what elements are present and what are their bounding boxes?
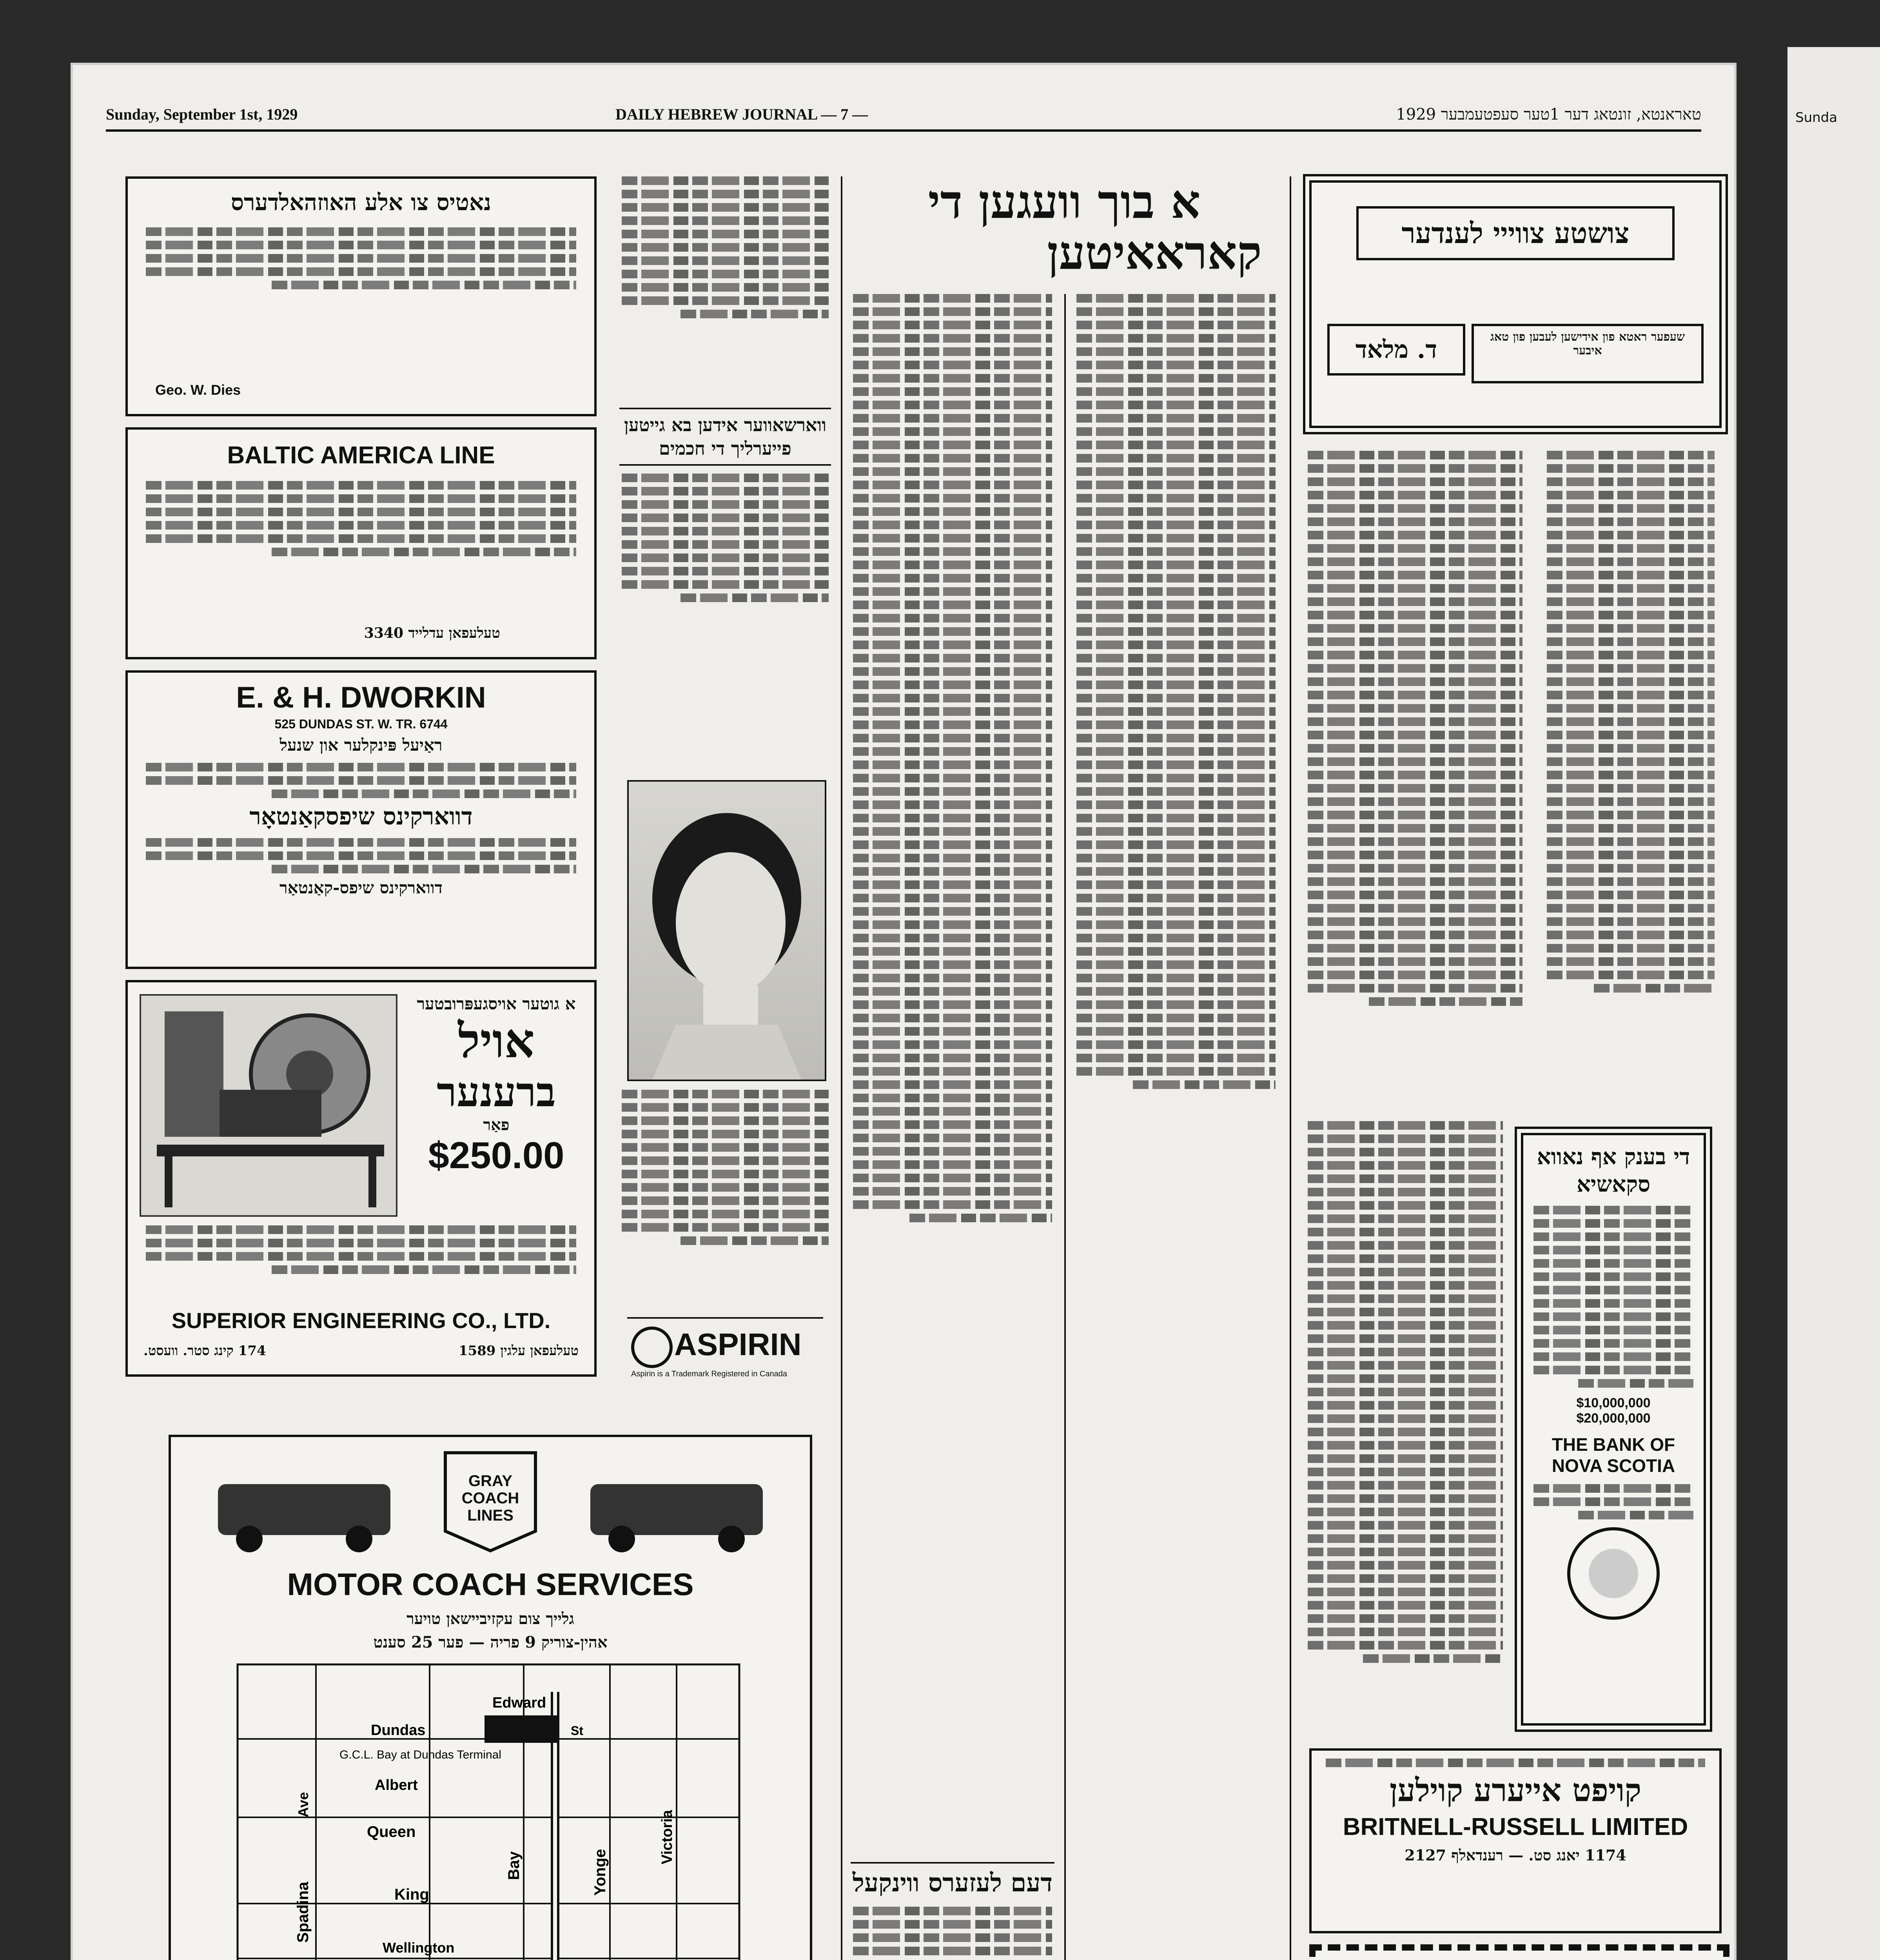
dems-headline: דעם לעזערס ווינקעל [851,1862,1054,1899]
ad-dominion-bank [1309,1944,1729,1960]
britnell-hebrew: קויפט אייערע קוילען [1389,1772,1642,1809]
text-column-right-lower [1305,1121,1505,1729]
oil-burner-illustration [140,994,397,1217]
ad-dworkin [125,670,597,969]
ad-superior-engineering [125,980,597,1377]
map-ave: Ave [295,1792,311,1817]
ad-superior-price: $250.00 [428,1134,564,1176]
map-victoria: Victoria [659,1810,675,1864]
top-right-ad-title: צושטע צווייי לענדער [1356,206,1675,260]
gray-coach-title: MOTOR COACH SERVICES [287,1567,694,1602]
gray-coach-logo-gray: GRAY [468,1472,512,1490]
adjacent-page-text: Sunda [1795,110,1838,125]
map-spadina: Spadina [294,1882,312,1943]
gray-coach-hebrew-2: אהין-צוריק 9 פריה — פער 25 סענט [373,1633,608,1651]
gray-coach-hebrew-1: גלייך צום עקזיביישאן טויער [406,1610,574,1628]
ad-baltic-title: BALTIC AMERICA LINE [227,442,495,469]
portrait-photo [627,780,826,1081]
ad-top-right [1309,180,1722,428]
bayer-cross-icon [631,1327,673,1368]
ad-dworkin-name: דווארקינס שיפסקאַנטאָר [249,803,473,830]
map-king: King [394,1886,429,1903]
masthead-title: DAILY HEBREW JOURNAL — 7 — [615,105,868,123]
masthead-date-hebrew: טאראנטא, זונטאג דער 1טער סעפטעמבער 1929 [1396,105,1701,123]
map-edward: Edward [492,1695,546,1711]
map-dundas: Dundas [371,1722,426,1739]
ad-dworkin-title: E. & H. DWORKIN [236,681,486,714]
ad-superior-for: פאַר [483,1116,510,1134]
ad-aspirin [627,1317,823,1389]
top-right-ad-box1: ד. מלאד [1355,335,1437,364]
map-queen: Queen [367,1823,416,1840]
ad-dies-title: נאטיס צו אלע האוזהאלדערס [231,189,491,216]
masthead [106,102,1701,132]
gray-coach-logo-coach: COACH [461,1490,519,1507]
ad-baltic-phone: טעלעפאן עדלייד 3340 [364,625,500,641]
warsaw-headline: ווארשאווער אידען בא גייטען פייערליך די חכמים [619,408,831,466]
text-column-b [619,1090,831,1317]
ad-dworkin-tagline: ראַיעל פּינקלער און שנעל [279,735,443,755]
map-wellington: Wellington [383,1940,455,1956]
ad-superior-top: א גוטער אויסגעפּרובטער [417,994,576,1013]
britnell-name: BRITNELL-RUSSELL LIMITED [1343,1813,1688,1840]
main-article [851,176,1278,1960]
nova-scotia-title: די בענק אף נאווא סקאשיא [1537,1144,1690,1197]
aspirin-note: Aspirin is a Trademark Registered in Canada [631,1370,787,1378]
ad-dies-signature: Geo. W. Dies [155,382,241,398]
ad-superior-burner: ברענער [437,1068,556,1116]
ad-superior-phone: טעלעפאן עלגין 1589 [458,1343,579,1359]
text-column-right [1305,451,1717,1117]
gray-coach-logo-lines: LINES [467,1507,514,1524]
nova-scotia-capital1: $10,000,000 [1576,1396,1651,1410]
ad-dworkin-address: 525 DUNDAS ST. W. TR. 6744 [274,717,448,731]
newspaper-page [71,63,1737,1960]
aspirin-brand: ASPIRIN [674,1327,802,1362]
nova-scotia-capital2: $20,000,000 [1576,1411,1651,1426]
ad-dworkin-name-footer: דווארקינס שיפס-קאַנטאַר [279,878,443,897]
map-bay: Bay [505,1851,523,1880]
masthead-date: Sunday, September 1st, 1929 [106,105,298,123]
adjacent-page-strip [1787,47,1880,1960]
britnell-address: 1174 יאנג סט. — רענדאלף 2127 [1405,1846,1626,1864]
main-headline-line1: א בוך וועגען די [928,176,1201,229]
ad-britnell-russell [1309,1748,1722,1933]
map-st: St [571,1724,583,1738]
main-headline-line2: קאראאיטען [1047,225,1262,280]
map-yonge: Yonge [592,1849,609,1896]
map-albert: Albert [375,1777,418,1793]
nova-scotia-bank: THE BANK OF NOVA SCOTIA [1552,1434,1675,1476]
ad-superior-address: 174 קינג סטר. וועסט. [143,1343,266,1359]
ad-baltic-america-line [125,427,597,659]
ad-bank-of-nova-scotia [1521,1133,1706,1726]
text-column-a [619,176,831,400]
ad-gray-coach-lines [169,1435,812,1960]
top-right-ad-box2: שעפער ראטא פון אידישען לעבען פון טאג איבער [1472,324,1704,383]
map-gcl-bay-terminal: G.C.L. Bay at Dundas Terminal [339,1748,501,1761]
ad-superior-oil: אויל [458,1013,535,1069]
ad-superior-name: SUPERIOR ENGINEERING CO., LTD. [171,1308,551,1333]
ad-dies [125,176,597,416]
nova-scotia-seal-icon [1567,1527,1660,1620]
route-map [234,1661,743,1960]
